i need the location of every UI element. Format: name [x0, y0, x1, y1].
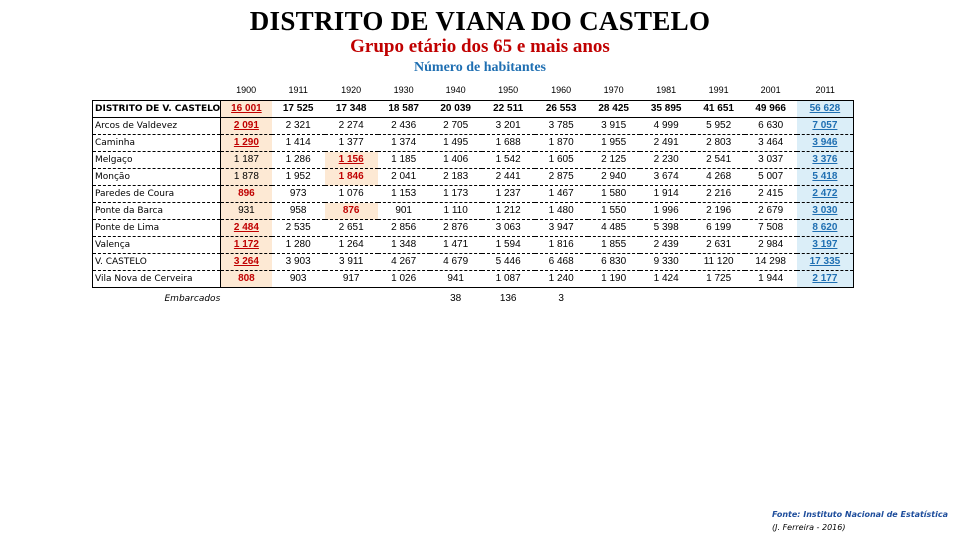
table-caption: Número de habitantes [414, 60, 546, 75]
table-cell: 2 491 [640, 135, 693, 152]
row-label: Embarcados [164, 294, 221, 304]
year-header: 1930 [393, 85, 414, 95]
table-cell: 6 468 [535, 254, 588, 271]
table-cell: 1 471 [430, 237, 482, 254]
table-cell: 1 542 [482, 152, 535, 169]
page-title: DISTRITO DE VIANA DO CASTELO [249, 6, 711, 36]
table-cell: 4 999 [640, 118, 693, 135]
table-cell: 49 966 [745, 101, 797, 118]
table-cell: 958 [272, 203, 325, 220]
source-note: Fonte: Instituto Nacional de Estatística [771, 510, 948, 519]
table-cell: 1 290 [221, 135, 272, 152]
table-cell: 1 280 [272, 237, 325, 254]
table-cell [588, 288, 640, 311]
table-cell: 17 335 [797, 254, 854, 271]
table-cell: 2 196 [693, 203, 745, 220]
row-label: Vila Nova de Cerveira [93, 271, 221, 288]
row-label: Melgaço [93, 152, 221, 169]
table-cell: 1 725 [693, 271, 745, 288]
table-cell: 876 [325, 203, 378, 220]
table-cell: 16 001 [221, 101, 272, 118]
table-row [93, 152, 854, 169]
table-cell: 2 183 [430, 169, 482, 186]
table-row [93, 203, 854, 220]
table-cell: 1 173 [430, 186, 482, 203]
row-label: Monção [93, 169, 221, 186]
table-cell: 1 955 [588, 135, 640, 152]
row-label: DISTRITO DE V. CASTELO [93, 101, 221, 118]
table-cell [745, 288, 797, 311]
table-cell: 2 177 [797, 271, 854, 288]
table-cell: 2 876 [430, 220, 482, 237]
table-cell: 3 947 [535, 220, 588, 237]
table-cell: 7 057 [797, 118, 854, 135]
table-row [93, 101, 854, 118]
table-cell: 2 041 [378, 169, 430, 186]
year-header: 1981 [656, 85, 677, 95]
table-cell: 1 952 [272, 169, 325, 186]
table-cell: 2 705 [430, 118, 482, 135]
row-label: Ponte de Lima [93, 220, 221, 237]
table-cell: 38 [450, 293, 462, 304]
row-label: Valença [93, 237, 221, 254]
table-cell: 901 [378, 203, 430, 220]
table-cell: 5 446 [482, 254, 535, 271]
table-cell: 941 [430, 271, 482, 288]
table-cell: 808 [221, 271, 272, 288]
table-cell: 2 441 [482, 169, 535, 186]
table-cell: 1 237 [482, 186, 535, 203]
embarcados-row [93, 288, 854, 311]
year-header: 1940 [445, 85, 466, 95]
table-cell: 3 264 [221, 254, 272, 271]
table-row [93, 271, 854, 288]
table-cell: 3 376 [797, 152, 854, 169]
table-cell: 41 651 [693, 101, 745, 118]
year-header: 1920 [341, 85, 362, 95]
table-cell [640, 288, 693, 311]
table-cell: 1 944 [745, 271, 797, 288]
table-cell: 2 679 [745, 203, 797, 220]
table-cell: 2 631 [693, 237, 745, 254]
table-cell: 2 940 [588, 169, 640, 186]
table-cell: 1 374 [378, 135, 430, 152]
table-cell: 896 [221, 186, 272, 203]
author-note: (J. Ferreira - 2016) [772, 523, 846, 532]
table-cell: 1 286 [272, 152, 325, 169]
year-header: 1991 [708, 85, 729, 95]
table-row [93, 186, 854, 203]
table-cell: 1 996 [640, 203, 693, 220]
table-cell: 1 153 [378, 186, 430, 203]
row-label: Paredes de Coura [93, 186, 221, 203]
table-cell: 1 414 [272, 135, 325, 152]
table-cell: 1 187 [221, 152, 272, 169]
year-header: 1911 [288, 85, 308, 95]
table-cell: 973 [272, 186, 325, 203]
table-cell: 26 553 [535, 101, 588, 118]
table-cell: 2 230 [640, 152, 693, 169]
table-cell: 11 120 [693, 254, 745, 271]
table-cell: 2 091 [221, 118, 272, 135]
year-header: 2011 [815, 85, 835, 95]
table-cell: 1 878 [221, 169, 272, 186]
table-cell: 917 [325, 271, 378, 288]
table-cell: 3 946 [797, 135, 854, 152]
table-cell [325, 288, 378, 311]
table-cell: 1 026 [378, 271, 430, 288]
table-cell: 35 895 [640, 101, 693, 118]
table-cell: 903 [272, 271, 325, 288]
table-row [93, 169, 854, 186]
table-cell [221, 288, 272, 311]
table-cell [378, 288, 430, 311]
table-cell: 1 495 [430, 135, 482, 152]
table-cell: 2 541 [693, 152, 745, 169]
table-cell: 28 425 [588, 101, 640, 118]
table-cell: 3 063 [482, 220, 535, 237]
table-cell: 136 [499, 293, 517, 304]
table-cell: 6 830 [588, 254, 640, 271]
table-cell: 2 439 [640, 237, 693, 254]
year-header: 1900 [236, 85, 257, 95]
table-row [93, 135, 854, 152]
table-cell: 4 268 [693, 169, 745, 186]
table-cell: 8 620 [797, 220, 854, 237]
table-cell: 3 201 [482, 118, 535, 135]
table-cell: 56 628 [797, 101, 854, 118]
table-cell: 1 870 [535, 135, 588, 152]
table-cell: 3 [558, 293, 564, 304]
table-cell: 5 418 [797, 169, 854, 186]
table-cell: 2 803 [693, 135, 745, 152]
table-cell: 1 212 [482, 203, 535, 220]
table-cell: 5 952 [693, 118, 745, 135]
table-cell: 1 406 [430, 152, 482, 169]
table-cell: 1 087 [482, 271, 535, 288]
table-cell: 5 398 [640, 220, 693, 237]
table-cell: 20 039 [430, 101, 482, 118]
row-label: V. CASTELO [93, 254, 221, 271]
table-cell: 2 651 [325, 220, 378, 237]
table-cell: 4 267 [378, 254, 430, 271]
table-cell: 14 298 [745, 254, 797, 271]
table-cell: 1 816 [535, 237, 588, 254]
page-subtitle: Grupo etário dos 65 e mais anos [350, 36, 610, 57]
table-cell: 4 485 [588, 220, 640, 237]
table-cell [272, 288, 325, 311]
table-cell: 5 007 [745, 169, 797, 186]
row-label: Caminha [93, 135, 221, 152]
table-cell: 3 911 [325, 254, 378, 271]
table-cell: 1 467 [535, 186, 588, 203]
table-cell: 3 464 [745, 135, 797, 152]
year-header: 1960 [551, 85, 572, 95]
table-cell: 1 185 [378, 152, 430, 169]
table-cell: 1 076 [325, 186, 378, 203]
table-cell: 6 199 [693, 220, 745, 237]
table-cell [693, 288, 745, 311]
table-cell: 1 424 [640, 271, 693, 288]
table-cell: 1 580 [588, 186, 640, 203]
table-cell: 7 508 [745, 220, 797, 237]
table-cell: 17 348 [325, 101, 378, 118]
table-cell: 18 587 [378, 101, 430, 118]
table-cell: 1 348 [378, 237, 430, 254]
year-header: 1970 [603, 85, 624, 95]
table-cell: 6 630 [745, 118, 797, 135]
table-cell: 1 377 [325, 135, 378, 152]
table-cell: 2 535 [272, 220, 325, 237]
table-cell: 1 846 [325, 169, 378, 186]
table-cell [797, 288, 854, 311]
row-label: Ponte da Barca [93, 203, 221, 220]
table-cell: 1 480 [535, 203, 588, 220]
table-cell: 9 330 [640, 254, 693, 271]
table-cell: 931 [221, 203, 272, 220]
year-header-row [93, 80, 854, 101]
table-cell: 2 856 [378, 220, 430, 237]
table-cell: 3 197 [797, 237, 854, 254]
table-cell: 2 984 [745, 237, 797, 254]
table-cell: 1 156 [325, 152, 378, 169]
table-cell: 2 472 [797, 186, 854, 203]
table-cell: 4 679 [430, 254, 482, 271]
table-cell: 2 125 [588, 152, 640, 169]
table-cell: 2 321 [272, 118, 325, 135]
table-cell: 2 875 [535, 169, 588, 186]
table-cell: 1 264 [325, 237, 378, 254]
table-cell: 22 511 [482, 101, 535, 118]
table-cell: 2 274 [325, 118, 378, 135]
table-cell: 1 855 [588, 237, 640, 254]
table-cell: 3 785 [535, 118, 588, 135]
table-cell: 1 550 [588, 203, 640, 220]
table-cell: 3 030 [797, 203, 854, 220]
table-cell: 3 674 [640, 169, 693, 186]
table-cell: 3 915 [588, 118, 640, 135]
table-cell: 2 216 [693, 186, 745, 203]
table-cell: 1 688 [482, 135, 535, 152]
table-cell: 17 525 [272, 101, 325, 118]
table-cell: 2 415 [745, 186, 797, 203]
year-header: 1950 [498, 85, 519, 95]
header-corner [93, 80, 221, 101]
table-cell: 2 484 [221, 220, 272, 237]
table-cell: 1 605 [535, 152, 588, 169]
table-row [93, 220, 854, 237]
table-cell: 3 903 [272, 254, 325, 271]
table-cell: 1 594 [482, 237, 535, 254]
table-cell: 1 240 [535, 271, 588, 288]
row-label: Arcos de Valdevez [93, 118, 221, 135]
year-header: 2001 [760, 85, 781, 95]
table-cell: 3 037 [745, 152, 797, 169]
table-row [93, 118, 854, 135]
population-table [92, 80, 854, 310]
table-cell: 1 914 [640, 186, 693, 203]
table-cell: 2 436 [378, 118, 430, 135]
table-cell: 1 110 [430, 203, 482, 220]
table-row [93, 237, 854, 254]
table-row [93, 254, 854, 271]
table-cell: 1 172 [221, 237, 272, 254]
table-cell: 1 190 [588, 271, 640, 288]
